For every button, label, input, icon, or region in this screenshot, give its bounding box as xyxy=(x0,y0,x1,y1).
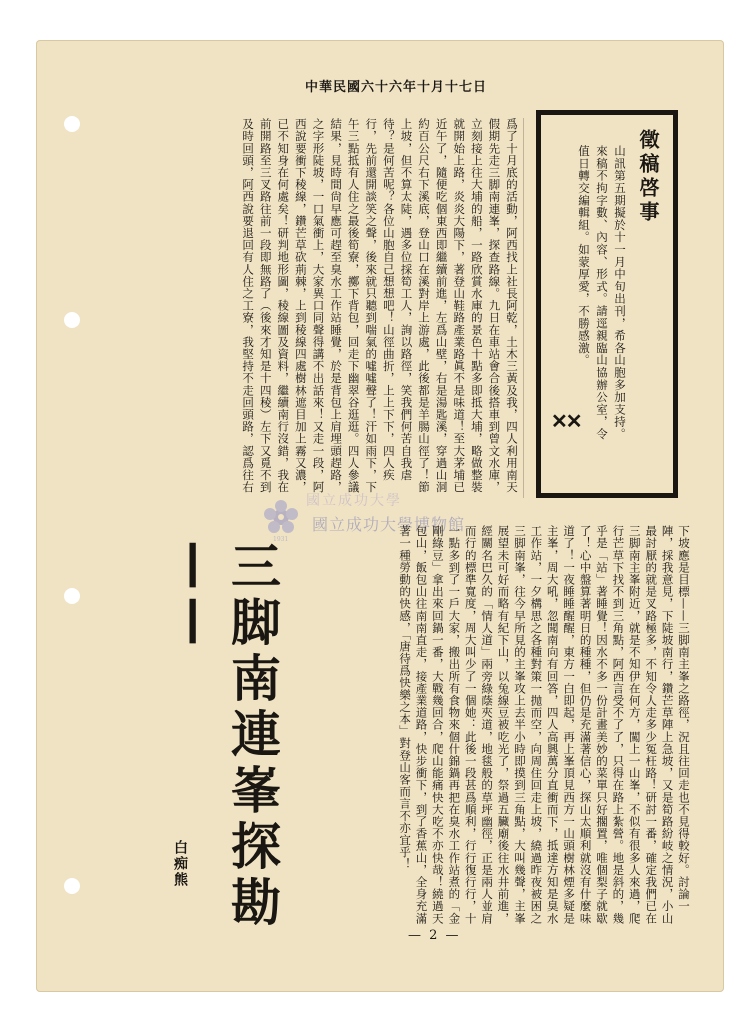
binder-hole xyxy=(64,116,80,132)
watermark-year: 1931 xyxy=(273,536,289,543)
column-divider xyxy=(523,118,524,498)
watermark-line1: 國立成功大學 xyxy=(306,493,402,509)
binder-hole xyxy=(64,312,80,328)
article-title: 三脚南連峯探勘—— xyxy=(167,540,281,932)
article-upper-text: 爲了十月底的活動，阿西找上社長阿乾，土木三黃及我，四人利用南天假期先走三脚南連峯，探查路線。九日在車站會合後搭車到曾文水庫，立刻接上往大埔的船，一路欣賞水庫的景色十點多即抵大埔，略做整裝就開始上路，炎炎大陽下，著登山鞋路產業路眞不是味道！至大茅埔已近午了，隨便吃個東西即繼續前進，左爲山壁，右是湯匙溪，穿過山洞約百公尺右下溪底，登山口在溪對岸上游處，此後都是羊腸山徑了！節上坡，但不算太陡，遇多位採筍工人，詢以路徑，笑我們何苦自我虐待？是何苦呢？各位山胞自己想想吧！山徑曲折，上上下下，四人疾行，先前還開談笑之聲，後來就只聽到喘氣的噓噓聲了！汗如雨下，下午三點抵有人住之最後筍寮，擲下背包，回走下幽翠谷逛逛。四人參議結果，見時間尙早應可趕至臭水工作站睡覺，於是背包上肩埋頭趕路，之字形陡坡，一口氣衝上，大家異口同聲得講不出話來！又走一段，阿西說要衝下稜線，鑽芒草砍荊棘，上到稜線四處樹林遮目加上霧又濃，已不知身在何處矣！研判地形圖，稜線圖及資料，繼續南行沒錯，我在前開路至三叉路往前一段即無路了（後來才知是十四稜）左下又覓不到及時回頭，阿西說要退回有人住之工寮，我堅持不走回頭路，認爲往右 xyxy=(241,118,519,494)
binder-hole xyxy=(64,878,80,894)
notice-box xyxy=(536,110,678,498)
article-lower-text: 下坡應是目標——三脚南主峯之路徑，況且往回走也不見得較好。討論一陣，採我意見，下陡坡南行，鑽芒草陣上急坡，又是筍路紛岐之情況，小山最討厭的就是叉路極多，不知令人走多少冤枉路！研討一番，確定我們已在三脚南主峯附近，就是不知伊在何方，闖上一山峯，不似有很多人來過，爬行芒草下找不到三角點，阿西言受不了了，只得在路上紮營。地是斜的，幾乎是「站」著睡覺！因水不多一份計畫美妙的菜單只好擱置，唯個梨子就歇了！心中盤算著明日的種種，但仍是充滿著信心，探山太順利就沒有什麼味道了！一夜睡睡醒醒，東方一白即起，再上峯頂見西方一山頭樹林煙多疑是主峯，周大吼，忽聞南向有回答，四人高興萬分直衝而下，抵達方知是臭水工作站，一夕構思之各種對策一抛而空，向周住回走上坡，繞過昨夜被困之三脚南峯，往今早所見的主峯攻上去半小時即摸到三角點，大叫幾聲，主峯展望未可好而略有紀下山，以兔線豆被吃光了，祭過五臟廟後往水井前進，經關名巴久的「情人道」兩旁綠蔭夾道，地毯般的草坪幽徑，正是兩人並肩而行的標準寬度，周大叫少了一個她：此後一段甚爲順利，行行復行行，十一點多到了一戶大家，搬出所有食物來個什錦鍋再把在臭水工作站煮的「金剛綠豆」拿出來回鍋一番，大戰幾回合，爬山能痛快大吃不亦快哉！繞過天包山，飯包山往南南直走，接產業道路，快步衝下，到了香蕉山，全身充滿著一種勞動的快感，「唐待爲快樂之本」對登山客而言不亦宜乎！ xyxy=(398,525,691,925)
binder-hole xyxy=(64,588,80,604)
issue-date: 中華民國六十六年十月十七日 xyxy=(305,80,488,95)
watermark-line2: 國立成功大學博物館 xyxy=(312,515,466,534)
article-author: 白痴熊 xyxy=(172,840,188,888)
notice-mark: ✕✕ xyxy=(551,409,581,433)
notice-title: 徵稿啓事 xyxy=(636,129,660,225)
notice-text: 山訊第五期擬於十一月中旬出刊，希各山胞多加支持。來稿不拘字數、內容、形式。請逕親臨山協辦公室，令值日轉交編輯組。如蒙厚愛，不勝感激。 xyxy=(577,145,627,441)
page-number: — 2 — xyxy=(408,928,461,943)
